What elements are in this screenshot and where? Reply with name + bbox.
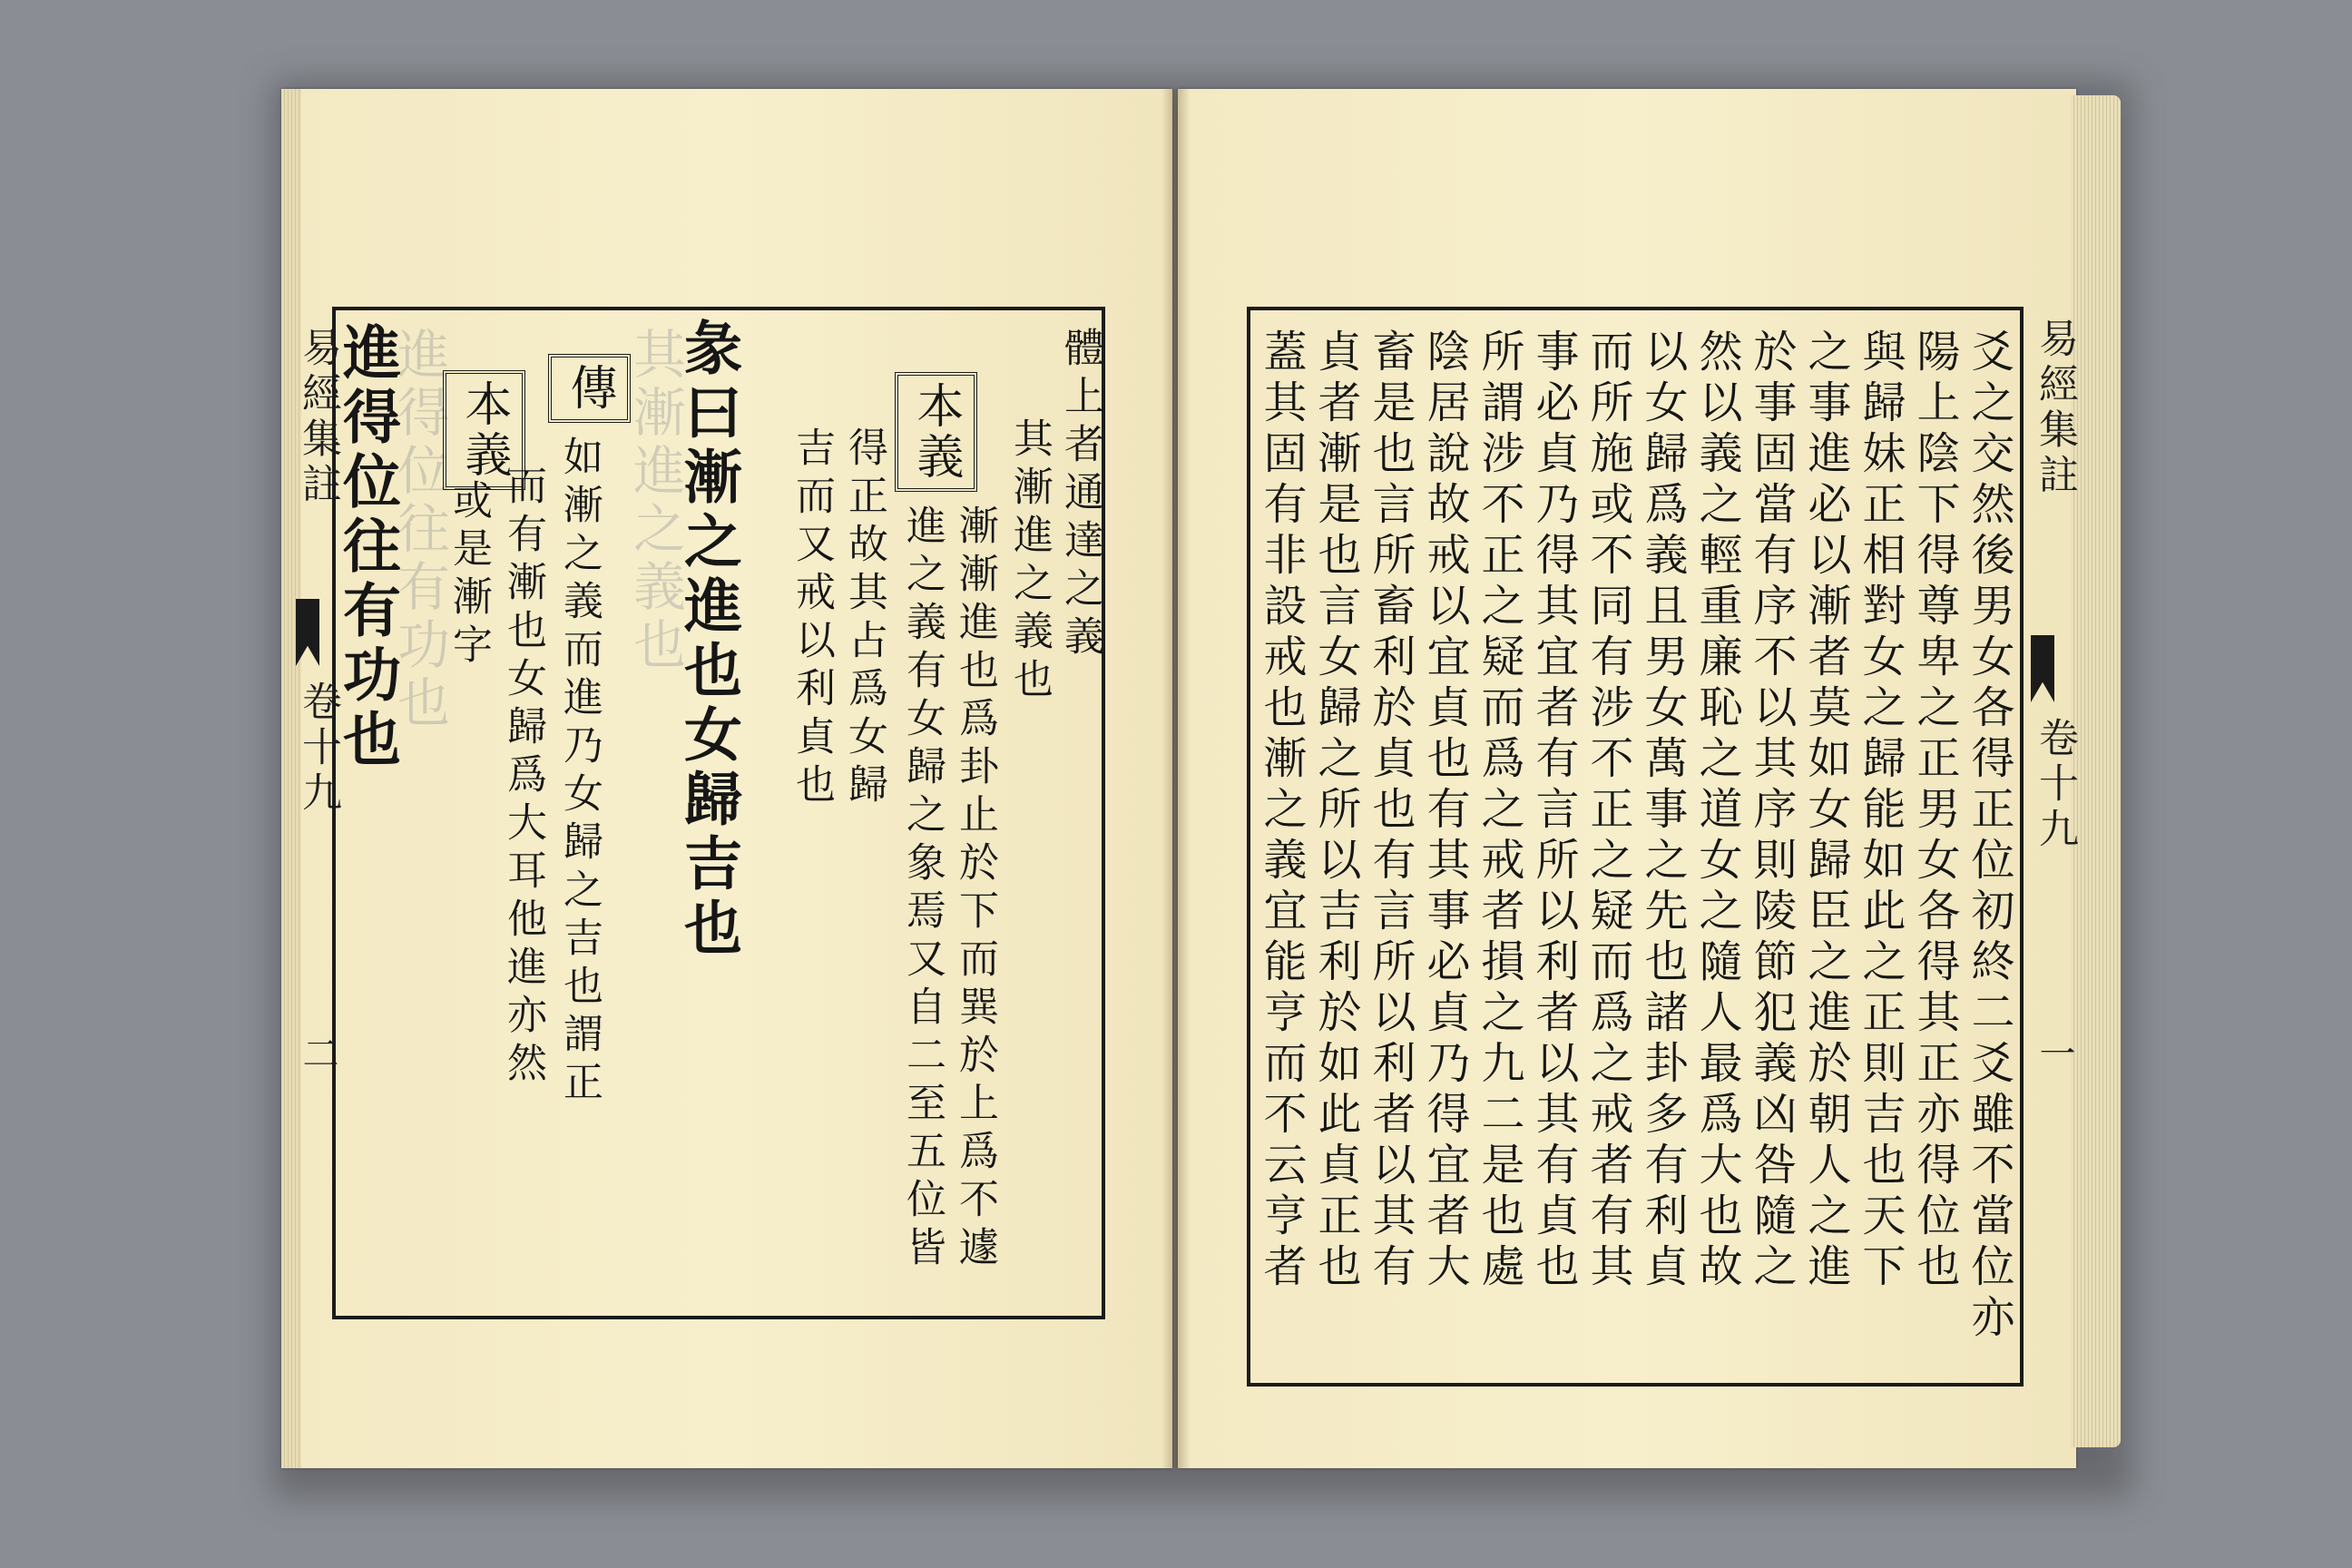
- right-margin-title: 易經集註: [2032, 318, 2078, 499]
- right-text-frame: [1247, 307, 2024, 1387]
- benyi-label: 本義: [443, 370, 525, 490]
- text-column: 體上者通達之義: [1057, 327, 1103, 663]
- left-margin-title: 易經集註: [295, 327, 341, 508]
- left-margin-volume: 卷十九: [295, 681, 341, 817]
- text-column: 而有漸也女歸爲大耳他進亦然: [500, 465, 546, 1090]
- text-column: 事必貞乃得其宜者有言所以利者以其有貞也: [1528, 328, 1579, 1294]
- bleed-through-text: 進得位往有功也: [388, 327, 450, 733]
- text-column: 彖曰漸之進也女歸吉也: [674, 318, 742, 962]
- text-column: 進得位往有功也: [333, 322, 401, 773]
- text-column: 蓋其固有非設戒也漸之義宜能亨而不云亨者: [1256, 328, 1307, 1294]
- book-gutter: [1161, 89, 1191, 1468]
- text-column: 而所施或不同有涉不正之疑而爲之戒者有其: [1583, 328, 1633, 1294]
- text-column: 其漸進之義也: [1006, 417, 1053, 706]
- text-column: 貞者漸是也言女歸之所以吉利於如此貞正也: [1310, 328, 1361, 1294]
- zhuan-label: 傳: [548, 354, 631, 423]
- text-column: 漸漸進也爲卦止於下而巽於上爲不遽: [952, 505, 998, 1274]
- text-column: 吉而又戒以利貞也: [789, 426, 835, 811]
- text-column: 所謂涉不正之疑而爲之戒者損之九二是也處: [1474, 328, 1524, 1294]
- text-column: 得正故其占爲女歸: [841, 426, 887, 811]
- text-column: 然以義之輕重廉恥之道女之隨人最爲大也故: [1691, 328, 1742, 1294]
- right-margin-volume: 卷十九: [2032, 717, 2078, 853]
- text-column: 進之義有女歸之象焉又自二至五位皆: [899, 505, 946, 1274]
- right-page-number: 一: [2034, 1034, 2075, 1071]
- text-column: 陽上陰下得尊卑之正男女各得其正亦得位也: [1909, 328, 1960, 1294]
- text-column: 如漸之義而進乃女歸之吉也謂正: [556, 436, 603, 1109]
- text-column: 之事進必以漸者莫如女歸臣之進於朝人之進: [1800, 328, 1851, 1294]
- text-column: 於事固當有序不以其序則陵節犯義凶咎隨之: [1746, 328, 1797, 1294]
- bleed-through-text: 其漸進之義也: [624, 327, 686, 675]
- text-column: 爻之交然後男女各得正位初終二爻雖不當位亦: [1964, 328, 2014, 1345]
- text-column: 或是漸字: [446, 479, 492, 671]
- text-column: 陰居說故戒以宜貞也有其事必貞乃得宜者大: [1419, 328, 1470, 1294]
- benyi-label: 本義: [895, 372, 977, 492]
- left-page-number: 二: [297, 1034, 338, 1071]
- text-column: 與歸妹正相對女之歸能如此之正則吉也天下: [1855, 328, 1906, 1294]
- text-column: 畜是也言所畜利於貞也有言所以利者以其有: [1365, 328, 1416, 1294]
- text-column: 以女歸爲義且男女萬事之先也諸卦多有利貞: [1637, 328, 1688, 1294]
